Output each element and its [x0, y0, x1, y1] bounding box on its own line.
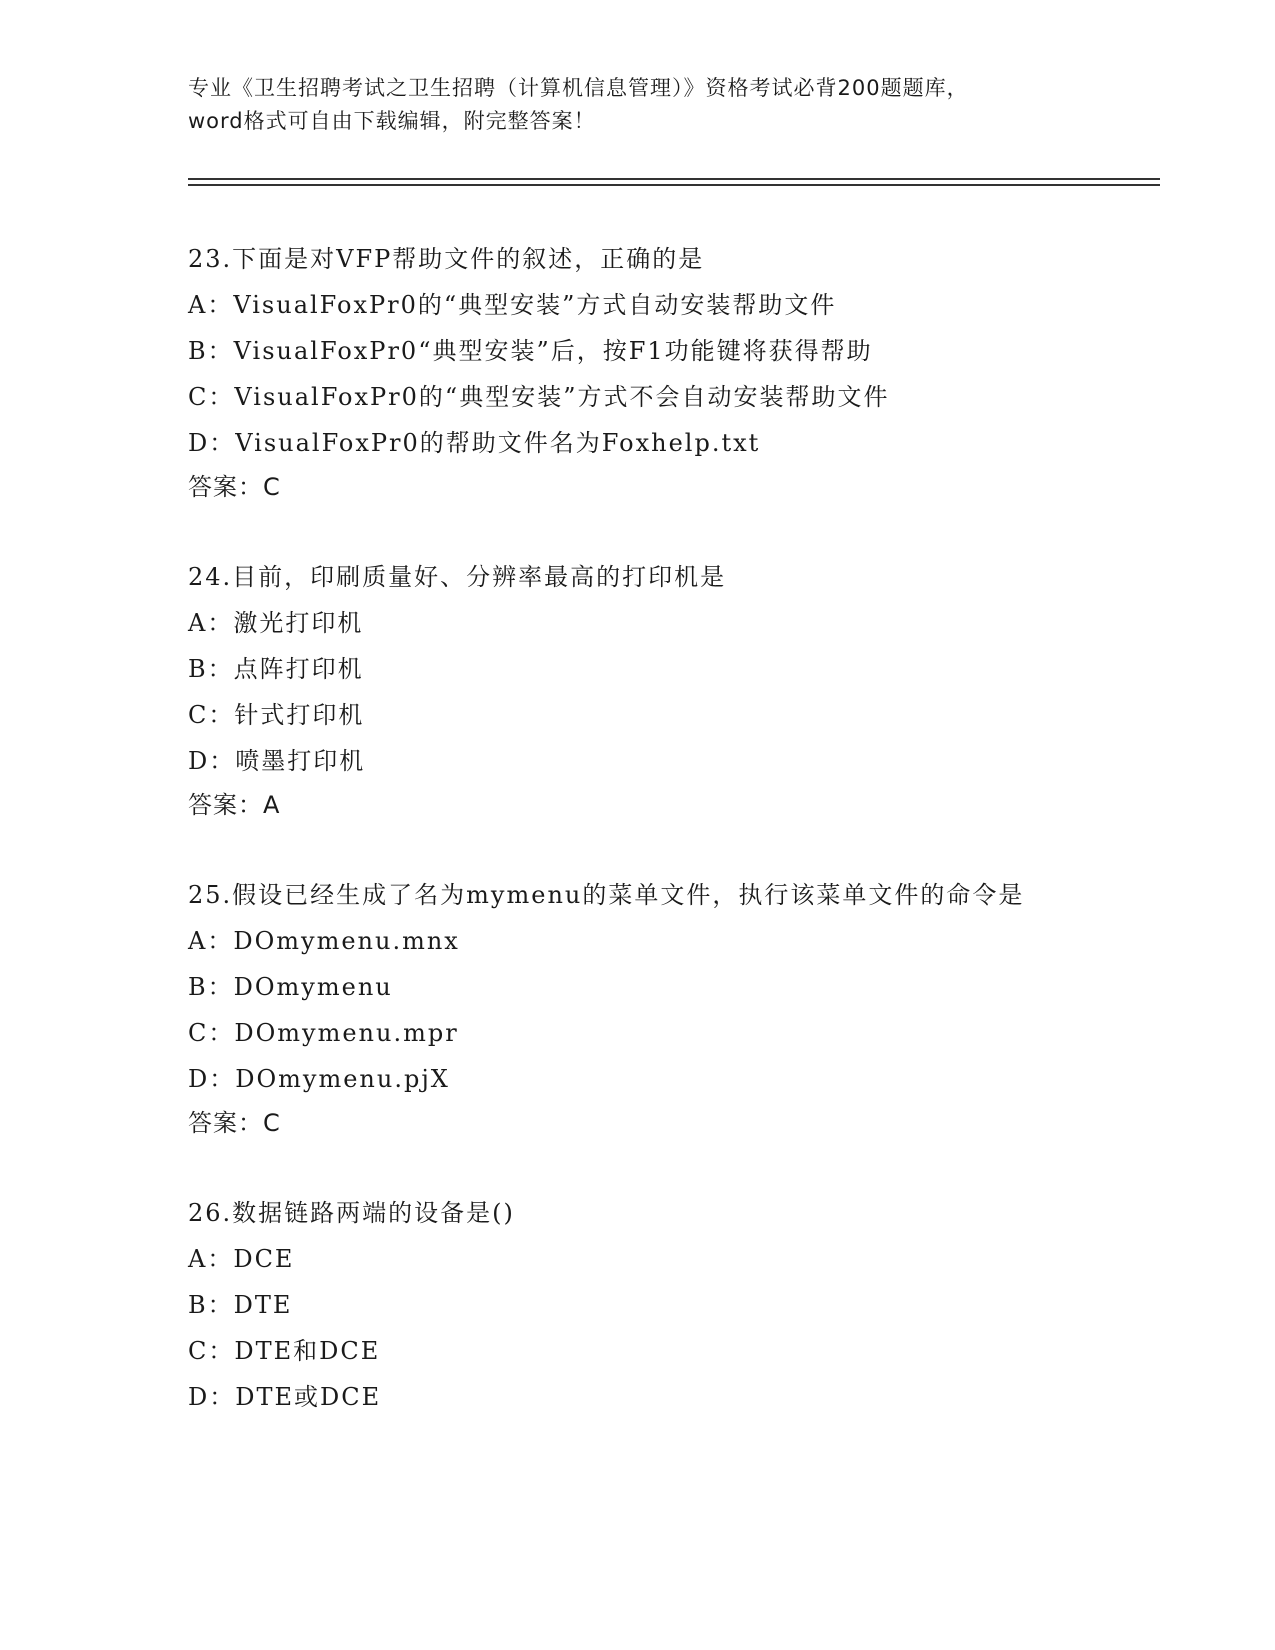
option-c: C：VisualFoxPr0的“典型安装”方式不会自动安装帮助文件	[188, 383, 890, 411]
question-stem: 23.下面是对VFP帮助文件的叙述，正确的是	[188, 245, 705, 273]
document-header	[188, 72, 1088, 138]
question-stem: 24.目前，印刷质量好、分辨率最高的打印机是	[188, 563, 727, 591]
question-26	[188, 1190, 1088, 1420]
option-d: D：DOmymenu.pjX	[188, 1065, 450, 1093]
option-b: B：VisualFoxPr0“典型安装”后，按F1功能键将获得帮助	[188, 337, 873, 365]
question-25	[188, 872, 1088, 1144]
option-d: D：DTE或DCE	[188, 1383, 382, 1411]
option-d: D：喷墨打印机	[188, 747, 366, 775]
option-a: A：VisualFoxPr0的“典型安装”方式自动安装帮助文件	[188, 291, 837, 319]
option-a: A：激光打印机	[188, 609, 364, 637]
header-line-1: 专业《卫生招聘考试之卫生招聘（计算机信息管理）》资格考试必背200题题库，	[188, 76, 969, 100]
question-stem: 25.假设已经生成了名为mymenu的菜单文件，执行该菜单文件的命令是	[188, 881, 1025, 909]
header-divider-top	[188, 178, 1160, 180]
option-b: B：DOmymenu	[188, 973, 393, 1001]
option-c: C：DTE和DCE	[188, 1337, 381, 1365]
question-23	[188, 236, 1088, 508]
question-stem: 26.数据链路两端的设备是()	[188, 1199, 515, 1227]
option-a: A：DOmymenu.mnx	[188, 927, 460, 955]
option-b: B：点阵打印机	[188, 655, 364, 683]
question-list	[188, 236, 1088, 1466]
header-line-2: word格式可自由下载编辑，附完整答案！	[188, 109, 596, 133]
header-divider-bottom	[188, 184, 1160, 186]
answer: 答案：C	[188, 1109, 281, 1137]
option-d: D：VisualFoxPr0的帮助文件名为Foxhelp.txt	[188, 429, 761, 457]
option-a: A：DCE	[188, 1245, 295, 1273]
question-24	[188, 554, 1088, 826]
option-c: C：DOmymenu.mpr	[188, 1019, 459, 1047]
answer: 答案：A	[188, 791, 281, 819]
option-c: C：针式打印机	[188, 701, 365, 729]
option-b: B：DTE	[188, 1291, 293, 1319]
answer: 答案：C	[188, 473, 281, 501]
